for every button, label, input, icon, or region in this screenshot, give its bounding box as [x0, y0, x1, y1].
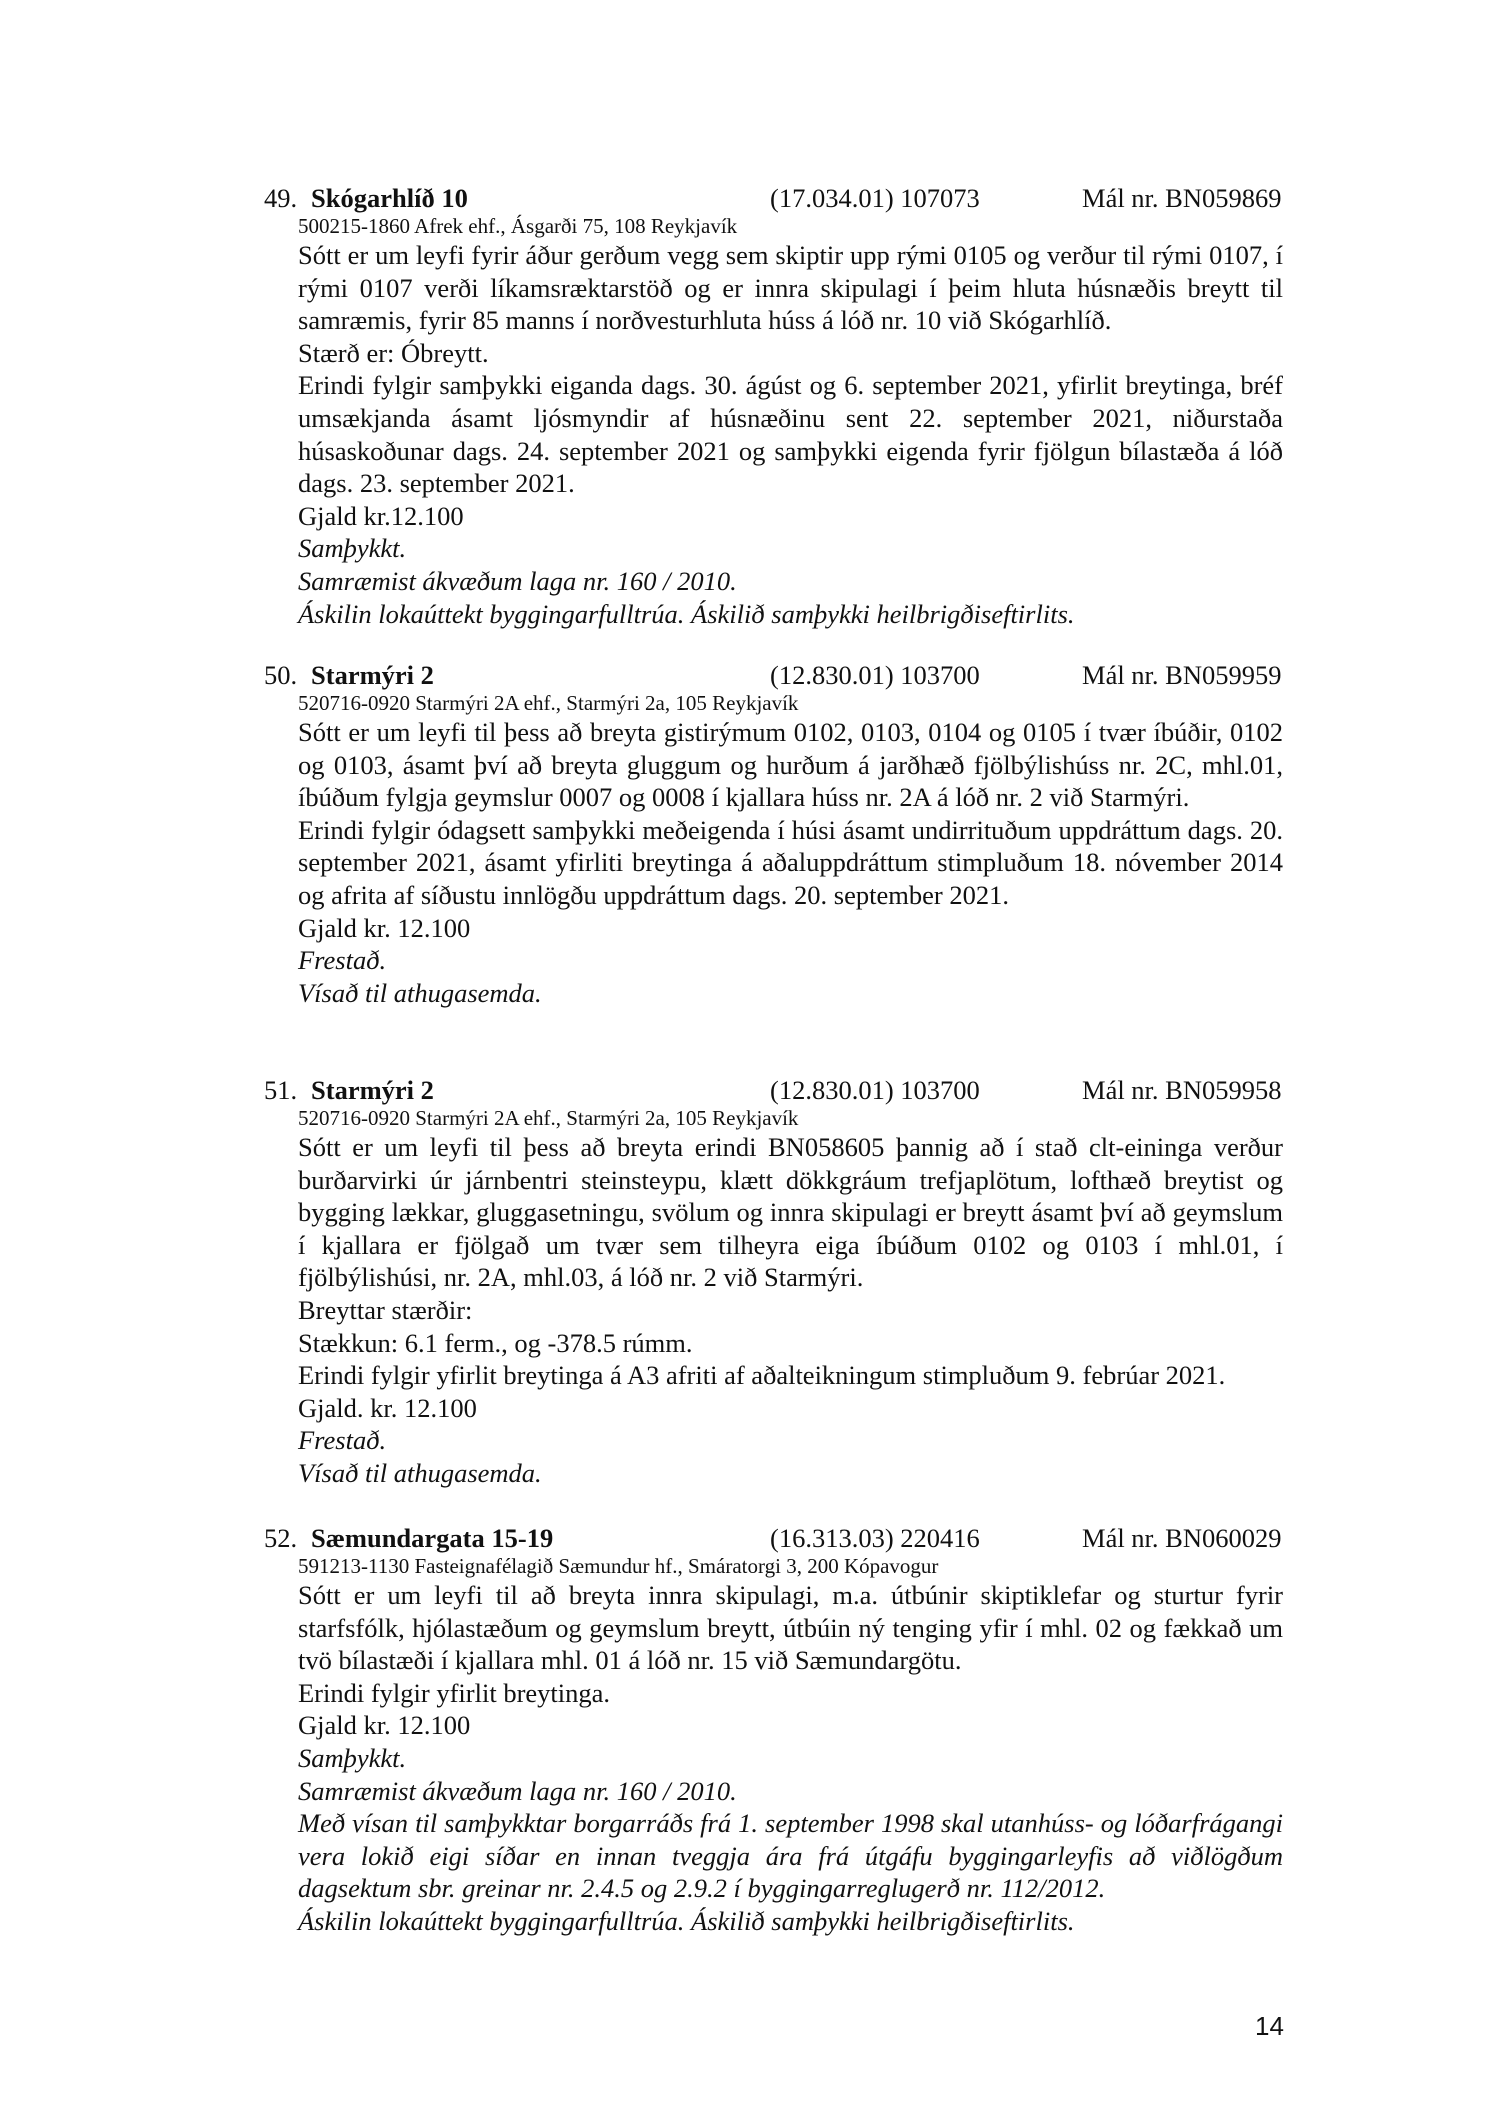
entry-address: Starmýri 2 — [311, 660, 434, 690]
entry-header — [0, 183, 1500, 213]
entry-note: Vísað til athugasemda. — [298, 1457, 542, 1488]
entry-size-label: Breyttar stærðir: — [298, 1294, 473, 1325]
entry-fee: Gjald. kr. 12.100 — [298, 1392, 477, 1423]
entry-attachments: Erindi fylgir samþykki eiganda dags. 30. ágúst og 6. september 2021, yfirlit breytinga, bréf umsækjanda ásamt ljósmyndir af húsnæðinu sent 22. september 2021, niðurstaða húsaskoðunar dags. 24. september 2021 og samþykki eigenda fyrir fjölgun bílastæða á lóð dags. 23. september 2021. — [298, 370, 1283, 499]
entry-reference: (12.830.01) 103700 — [770, 1075, 980, 1105]
entry-note: Samræmist ákvæðum laga nr. 160 / 2010. — [298, 565, 737, 596]
entry-number: 50. — [264, 660, 298, 690]
entry-number: 52. — [264, 1523, 298, 1553]
entry-note: Áskilin lokaúttekt byggingarfulltrúa. Áskilið samþykki heilbrigðiseftirlits. — [298, 1905, 1075, 1936]
entry-header — [0, 660, 1500, 690]
entry-size: Stærð er: Óbreytt. — [298, 337, 489, 368]
entry-description: Sótt er um leyfi til þess að breyta erindi BN058605 þannig að í stað clt-eininga verður burðarvirki úr járnbentri steinsteypu, klætt dökkgráum trefjaplötum, lofthæð breytist og bygging lækkar, gluggasetningu, svölum og innra skipulagi er breytt ásamt því að geymslum í kjallara er fjölgað um tvær sem tilheyra eiga íbúðum 0102 og 0103 í mhl.01, í fjölbýlishúsi, nr. 2A, mhl.03, á lóð nr. 2 við Starmýri. — [298, 1132, 1283, 1293]
entry-number: 51. — [264, 1075, 298, 1105]
entry-52 — [0, 1523, 1500, 1938]
entry-size: Stækkun: 6.1 ferm., og -378.5 rúmm. — [298, 1327, 693, 1358]
entry-51 — [0, 1075, 1500, 1490]
entry-note: Áskilin lokaúttekt byggingarfulltrúa. Áskilið samþykki heilbrigðiseftirlits. — [298, 598, 1075, 629]
entry-description: Sótt er um leyfi fyrir áður gerðum vegg sem skiptir upp rými 0105 og verður til rými 0107, í rými 0107 verði líkamsræktarstöð og er innra skipulagi í þeim hluta húsnæðis breytt til samræmis, fyrir 85 manns í norðvesturhluta húss á lóð nr. 10 við Skógarhlíð. — [298, 240, 1283, 336]
entry-fee: Gjald kr. 12.100 — [298, 912, 471, 943]
entry-number: 49. — [264, 183, 298, 213]
entry-49 — [0, 183, 1500, 630]
entry-decision: Samþykkt. — [298, 1742, 407, 1773]
entry-reference: (16.313.03) 220416 — [770, 1523, 980, 1553]
entry-50 — [0, 660, 1500, 1009]
entry-address: Sæmundargata 15-19 — [311, 1523, 554, 1553]
entry-attachments: Erindi fylgir yfirlit breytinga á A3 afriti af aðalteikningum stimpluðum 9. febrúar 2021. — [298, 1360, 1226, 1391]
entry-fee: Gjald kr.12.100 — [298, 500, 464, 531]
entry-reference: (12.830.01) 103700 — [770, 660, 980, 690]
entry-case-number: Mál nr. BN059869 — [1082, 183, 1282, 213]
entry-applicant: 500215-1860 Afrek ehf., Ásgarði 75, 108 Reykjavík — [298, 214, 738, 238]
page-number: 14 — [1255, 2011, 1284, 2041]
entry-note: Með vísan til samþykktar borgarráðs frá 1. september 1998 skal utanhúss- og lóðarfrágangi vera lokið eigi síðar en innan tveggja ára frá útgáfu byggingarleyfis að viðlögðum dagsektum sbr. greinar nr. 2.4.5 og 2.9.2 í byggingarreglugerð nr. 112/2012. — [298, 1808, 1283, 1904]
entry-case-number: Mál nr. BN060029 — [1082, 1523, 1282, 1553]
entry-attachments: Erindi fylgir ódagsett samþykki meðeigenda í húsi ásamt undirrituðum uppdráttum dags. 20. september 2021, ásamt yfirliti breytinga á aðaluppdráttum stimpluðum 18. nóvember 2014 og afrita af síðustu innlögðu uppdráttum dags. 20. september 2021. — [298, 814, 1283, 910]
entry-description: Sótt er um leyfi til þess að breyta gistirýmum 0102, 0103, 0104 og 0105 í tvær íbúðir, 0102 og 0103, ásamt því að breyta gluggum og hurðum á jarðhæð fjölbýlishúss nr. 2C, mhl.01, íbúðum fylgja geymslur 0007 og 0008 í kjallara húss nr. 2A á lóð nr. 2 við Starmýri. — [298, 717, 1283, 813]
entry-description: Sótt er um leyfi til að breyta innra skipulagi, m.a. útbúnir skiptiklefar og sturtur fyrir starfsfólk, hjólastæðum og geymslum breytt, útbúin ný tenging yfir í mhl. 02 og fækkað um tvö bílastæði í kjallara mhl. 01 á lóð nr. 15 við Sæmundargötu. — [298, 1580, 1283, 1676]
entry-decision: Frestað. — [298, 1425, 387, 1456]
entry-attachments: Erindi fylgir yfirlit breytinga. — [298, 1677, 611, 1708]
entry-header — [0, 1075, 1500, 1105]
entry-case-number: Mál nr. BN059959 — [1082, 660, 1282, 690]
entry-decision: Samþykkt. — [298, 533, 407, 564]
entry-applicant: 591213-1130 Fasteignafélagið Sæmundur hf., Smáratorgi 3, 200 Kópavogur — [298, 1554, 939, 1578]
entry-address: Skógarhlíð 10 — [311, 183, 468, 213]
entry-applicant: 520716-0920 Starmýri 2A ehf., Starmýri 2a, 105 Reykjavík — [298, 1106, 799, 1130]
entry-header — [0, 1523, 1500, 1553]
entry-decision: Frestað. — [298, 945, 387, 976]
entry-case-number: Mál nr. BN059958 — [1082, 1075, 1282, 1105]
entry-fee: Gjald kr. 12.100 — [298, 1710, 471, 1741]
entry-applicant: 520716-0920 Starmýri 2A ehf., Starmýri 2a, 105 Reykjavík — [298, 691, 799, 715]
entry-note: Vísað til athugasemda. — [298, 977, 542, 1008]
entry-note: Samræmist ákvæðum laga nr. 160 / 2010. — [298, 1775, 737, 1806]
entry-address: Starmýri 2 — [311, 1075, 434, 1105]
entry-reference: (17.034.01) 107073 — [770, 183, 980, 213]
